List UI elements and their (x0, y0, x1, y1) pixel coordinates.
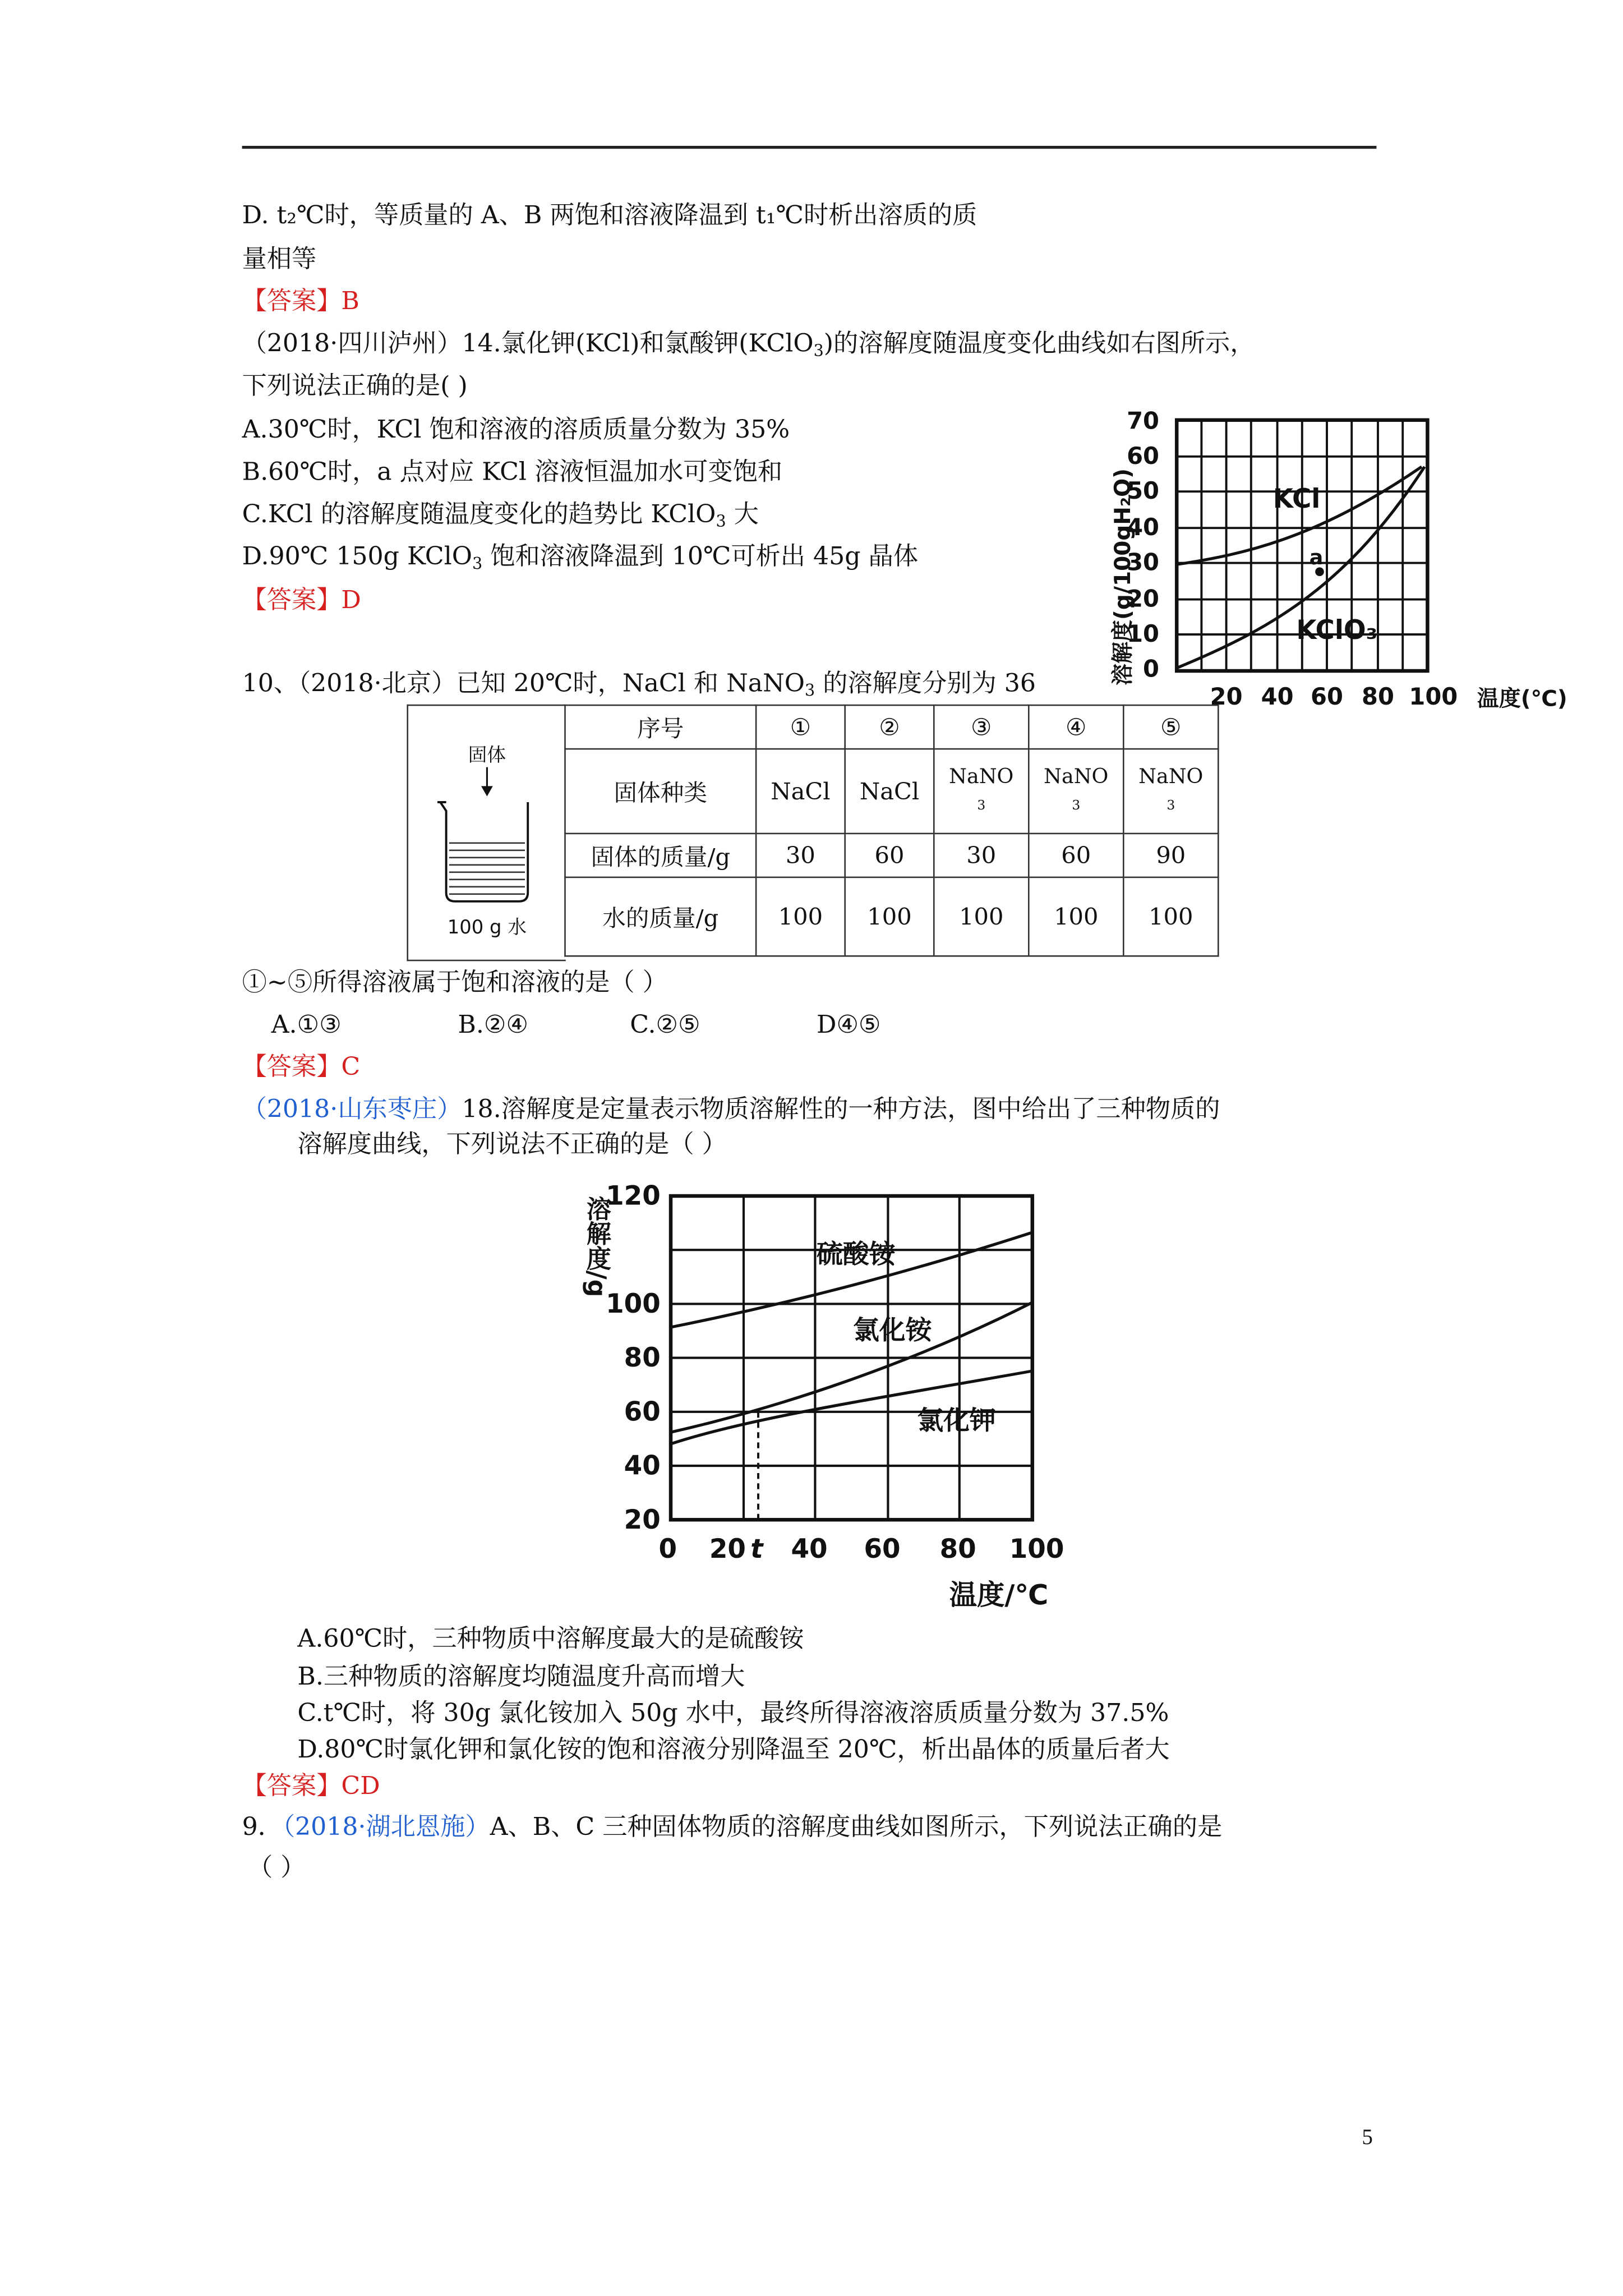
x-tick-100: 100 (1009, 1534, 1064, 1565)
y-tick-100: 100 (606, 1289, 661, 1319)
table-row-solid-type (565, 749, 1218, 834)
x-tick-100: 100 (1409, 682, 1458, 710)
table-cell: 100 (934, 877, 1029, 956)
q10-option-b: B.②④ (458, 1010, 529, 1040)
table-row-solid-mass (565, 834, 1218, 877)
table-cell: NaCl (756, 749, 845, 834)
y-tick-80: 80 (624, 1343, 661, 1374)
y-axis-label: 溶解度(g/100gH₂O) (1110, 468, 1136, 685)
table-cell: NaNO 3 (934, 749, 1029, 834)
table-cell: ④ (1029, 705, 1123, 749)
table-cell: 100 (1029, 877, 1123, 956)
table-cell: 60 (1029, 834, 1123, 877)
q14-stem-line2: 下列说法正确的是( ) (242, 372, 468, 401)
q18-option-c: C.t℃时，将 30g 氯化铵加入 50g 水中，最终所得溶液溶质质量分数为 37.5% (297, 1699, 1169, 1728)
table-row-label: 固体种类 (565, 749, 756, 834)
table-cell: NaNO 3 (1123, 749, 1218, 834)
q9-stem-line2: （ ） (247, 1853, 306, 1883)
table-cell: ③ (934, 705, 1029, 749)
x-tick-60: 60 (1311, 682, 1343, 710)
y-tick-40: 40 (624, 1451, 661, 1481)
table-cell: NaCl (845, 749, 934, 834)
q18-option-a: A.60℃时，三种物质中溶解度最大的是硫酸铵 (297, 1625, 804, 1654)
y-tick-20: 20 (1127, 585, 1159, 613)
table-row-index (565, 705, 1218, 749)
table-row-water-mass (565, 877, 1218, 956)
beaker-figure (408, 706, 566, 959)
x-tick-t: t (750, 1534, 763, 1565)
table-cell: 100 (756, 877, 845, 956)
y-axis-label: 溶解度/g (582, 1196, 611, 1297)
y-tick-60: 60 (1127, 441, 1159, 470)
y-tick-50: 50 (1127, 477, 1159, 505)
q10-option-d: D④⑤ (817, 1010, 881, 1040)
kcl-kclo3-solubility-figure (1101, 408, 1567, 722)
q10-option-c: C.②⑤ (630, 1010, 700, 1040)
q18-source: （2018·山东枣庄） (242, 1095, 462, 1125)
x-tick-80: 80 (939, 1534, 976, 1565)
x-tick-20: 20 (709, 1534, 746, 1565)
table-header-label: 序号 (565, 705, 756, 749)
q9-source: （2018·湖北恩施） (282, 1812, 490, 1842)
x-axis-label: 温度/℃ (949, 1579, 1049, 1611)
x-tick-40: 40 (791, 1534, 828, 1565)
header-rule (242, 146, 1377, 148)
ammonium-chloride-label: 氯化铵 (853, 1315, 932, 1346)
ammonium-sulfate-label: 硫酸铵 (817, 1239, 896, 1270)
table-cell: 100 (845, 877, 934, 956)
potassium-chloride-label: 氯化钾 (917, 1405, 996, 1436)
y-tick-40: 40 (1127, 513, 1159, 541)
x-tick-60: 60 (864, 1534, 901, 1565)
table-cell: ① (756, 705, 845, 749)
table-cell: 30 (934, 834, 1029, 877)
q14-answer: 【答案】D (242, 586, 361, 616)
prev-option-d-line2: 量相等 (242, 245, 317, 274)
q18-stem-line2: 溶解度曲线，下列说法不正确的是（ ） (297, 1130, 727, 1159)
y-tick-120: 120 (606, 1181, 661, 1212)
three-salts-solubility-figure (576, 1167, 1086, 1612)
table-cell: ② (845, 705, 934, 749)
q18-stem-line1: （2018·山东枣庄）18.溶解度是定量表示物质溶解性的一种方法，图中给出了三种物质的 (242, 1095, 1220, 1125)
beaker-cell (407, 705, 565, 961)
q10-data-table (564, 705, 1219, 957)
table-cell: 90 (1123, 834, 1218, 877)
table-row-label: 水的质量/g (565, 877, 756, 956)
q10-answer: 【答案】C (242, 1053, 361, 1083)
q9-stem-line1: 9．（2018·湖北恩施）A、B、C 三种固体物质的溶解度曲线如图所示，下列说法正确的是 (242, 1812, 1223, 1842)
page-number: 5 (1362, 2126, 1373, 2150)
kclo3-curve-label: KClO₃ (1296, 615, 1378, 646)
table-cell: NaNO 3 (1029, 749, 1123, 834)
x-axis-label: 温度(℃) (1477, 686, 1567, 712)
q18-answer: 【答案】CD (242, 1772, 380, 1801)
y-tick-0: 0 (1143, 655, 1159, 683)
x-tick-20: 20 (1210, 682, 1243, 710)
q14-stem-line1: （2018·四川泸州）14.氯化钾(KCl)和氯酸钾(KClO$_3$)的溶解度随温度变化曲线如右图所示， (242, 329, 1255, 361)
q14-option-b: B.60℃时，a 点对应 KCl 溶液恒温加水可变饱和 (242, 458, 783, 487)
q10-stem: 10、（2018·北京）已知 20℃时，NaCl 和 NaNO$_3$ 的溶解度分别为 36 (242, 669, 1036, 700)
beaker-water-label: 100 g 水 (447, 915, 527, 938)
kcl-curve-label: KCl (1272, 484, 1321, 514)
y-tick-10: 10 (1127, 620, 1159, 647)
y-tick-60: 60 (624, 1397, 661, 1428)
q18-option-b: B.三种物质的溶解度均随温度升高而增大 (297, 1663, 745, 1692)
point-a-label: a (1309, 545, 1324, 570)
y-tick-20: 20 (624, 1504, 661, 1535)
q14-option-d: D.90℃ 150g KClO$_3$ 饱和溶液降温到 10℃可析出 45g 晶体 (242, 542, 919, 573)
beaker-solid-label: 固体 (468, 744, 506, 766)
q10-question: ①~⑤所得溶液属于饱和溶液的是（ ） (242, 968, 667, 998)
table-cell: 100 (1123, 877, 1218, 956)
table-row-label: 固体的质量/g (565, 834, 756, 877)
table-cell: ⑤ (1123, 705, 1218, 749)
y-tick-30: 30 (1127, 548, 1159, 576)
x-tick-0: 0 (658, 1534, 677, 1565)
prev-answer: 【答案】B (242, 287, 359, 317)
q18-option-d: D.80℃时氯化钾和氯化铵的饱和溶液分别降温至 20℃，析出晶体的质量后者大 (297, 1736, 1170, 1765)
table-cell: 60 (845, 834, 934, 877)
y-tick-70: 70 (1127, 408, 1159, 435)
q14-option-a: A.30℃时，KCl 饱和溶液的溶质质量分数为 35% (242, 416, 790, 445)
x-tick-80: 80 (1362, 682, 1394, 710)
x-tick-40: 40 (1261, 682, 1294, 710)
table-cell: 30 (756, 834, 845, 877)
q14-option-c: C.KCl 的溶解度随温度变化的趋势比 KClO$_3$ 大 (242, 500, 759, 531)
q10-option-a: A.①③ (271, 1010, 342, 1040)
prev-option-d-line1: D. t₂℃时，等质量的 A、B 两饱和溶液降温到 t₁℃时析出溶质的质 (242, 201, 978, 231)
